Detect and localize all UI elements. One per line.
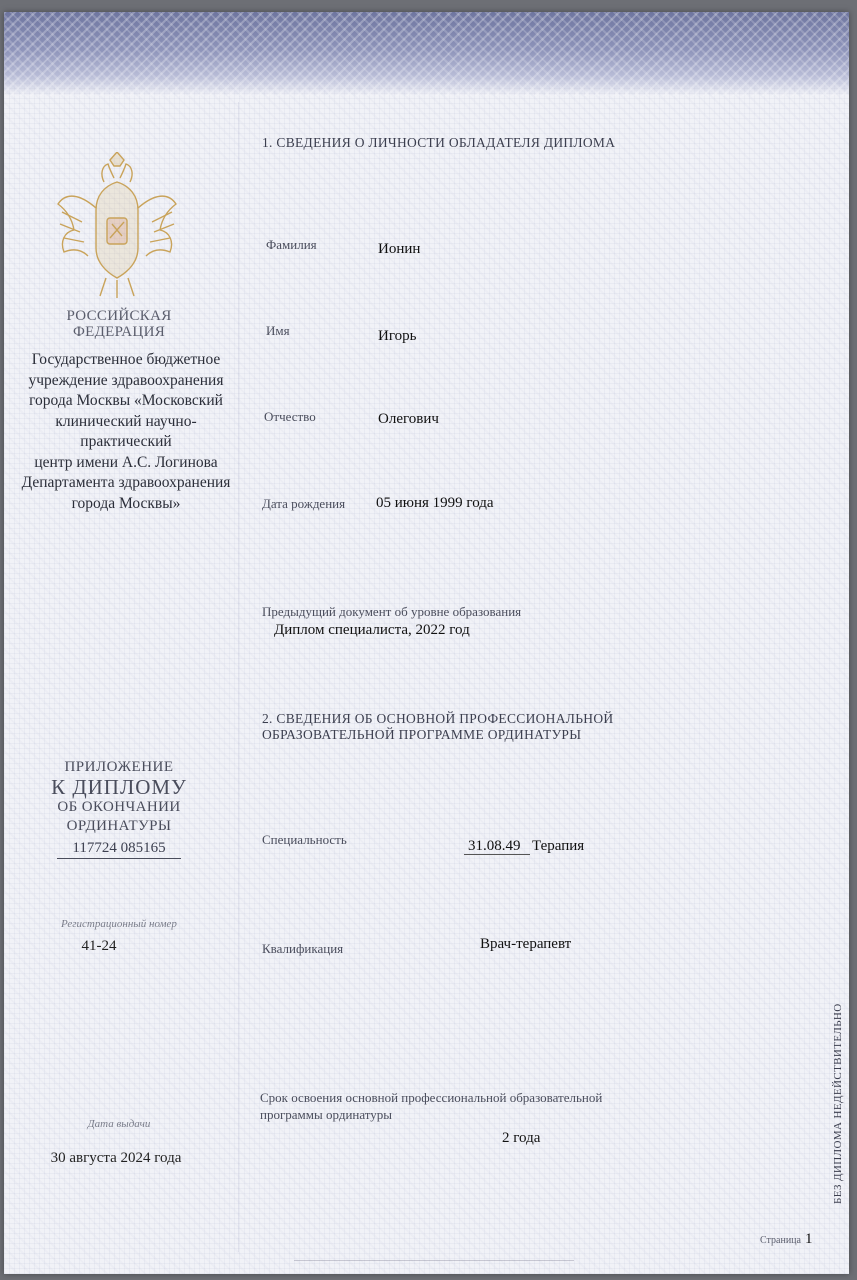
- issue-date-label: Дата выдачи: [87, 1118, 151, 1130]
- birth-date-label: Дата рождения: [262, 496, 346, 511]
- page-indicator: [760, 1230, 812, 1248]
- specialty-code-underline: [464, 854, 530, 855]
- qualification-label: Квалификация: [262, 941, 344, 956]
- registration-number-value: 41-24: [81, 938, 117, 954]
- registration-number-label: Регистрационный номер: [61, 918, 177, 930]
- annex-number: 117724 085165: [57, 838, 181, 859]
- page-label: Страница: [760, 1235, 801, 1246]
- duration-value: 2 года: [502, 1130, 541, 1146]
- surname-value: Ионин: [378, 241, 421, 257]
- page-number: 1: [804, 1231, 813, 1247]
- duration-label-line1: Срок освоения основной профессиональной образовательной: [260, 1090, 603, 1105]
- section1-heading: 1. СВЕДЕНИЯ О ЛИЧНОСТИ ОБЛАДАТЕЛЯ ДИПЛОМА: [262, 135, 616, 150]
- organization-name: Государственное бюджетное учреждение здравоохранения города Москвы «Московский клинический научно-практический центр имени А.С. Логинова Департамента здравоохранения города Москвы»: [21, 351, 231, 512]
- column-divider: [238, 102, 239, 1252]
- validity-note: БЕЗ ДИПЛОМА НЕДЕЙСТВИТЕЛЬНО: [832, 1003, 844, 1204]
- patronymic-label: Отчество: [264, 409, 316, 424]
- first-name-label: Имя: [266, 323, 290, 338]
- annex-title: ПРИЛОЖЕНИЕ К ДИПЛОМУ ОБ ОКОНЧАНИИ ОРДИНАТУРЫ 117724 085165: [34, 758, 204, 859]
- diploma-supplement-page: [4, 12, 849, 1274]
- surname-label: Фамилия: [266, 237, 317, 252]
- birth-date-value: 05 июня 1999 года: [376, 495, 494, 511]
- decorative-guilloche-band: [4, 12, 849, 96]
- country-name: РОССИЙСКАЯ ФЕДЕРАЦИЯ: [66, 308, 172, 340]
- duration-label-line2: программы ординатуры: [260, 1107, 393, 1122]
- first-name-value: Игорь: [378, 328, 417, 344]
- coat-of-arms-emblem: [52, 152, 182, 302]
- patronymic-value: Олегович: [378, 411, 439, 427]
- bottom-rule: [294, 1260, 574, 1261]
- previous-document-value: Диплом специалиста, 2022 год: [274, 622, 470, 638]
- issue-date-value: 30 августа 2024 года: [50, 1150, 182, 1166]
- section2-heading-line1: 2. СВЕДЕНИЯ ОБ ОСНОВНОЙ ПРОФЕССИОНАЛЬНОЙ: [262, 711, 614, 726]
- previous-document-label: Предыдущий документ об уровне образования: [262, 604, 522, 619]
- specialty-code: 31.08.49: [468, 838, 521, 854]
- section2-heading-line2: ОБРАЗОВАТЕЛЬНОЙ ПРОГРАММЕ ОРДИНАТУРЫ: [262, 727, 582, 742]
- specialty-label: Специальность: [262, 832, 347, 847]
- specialty-name: Терапия: [532, 838, 585, 854]
- qualification-value: Врач-терапевт: [480, 936, 572, 952]
